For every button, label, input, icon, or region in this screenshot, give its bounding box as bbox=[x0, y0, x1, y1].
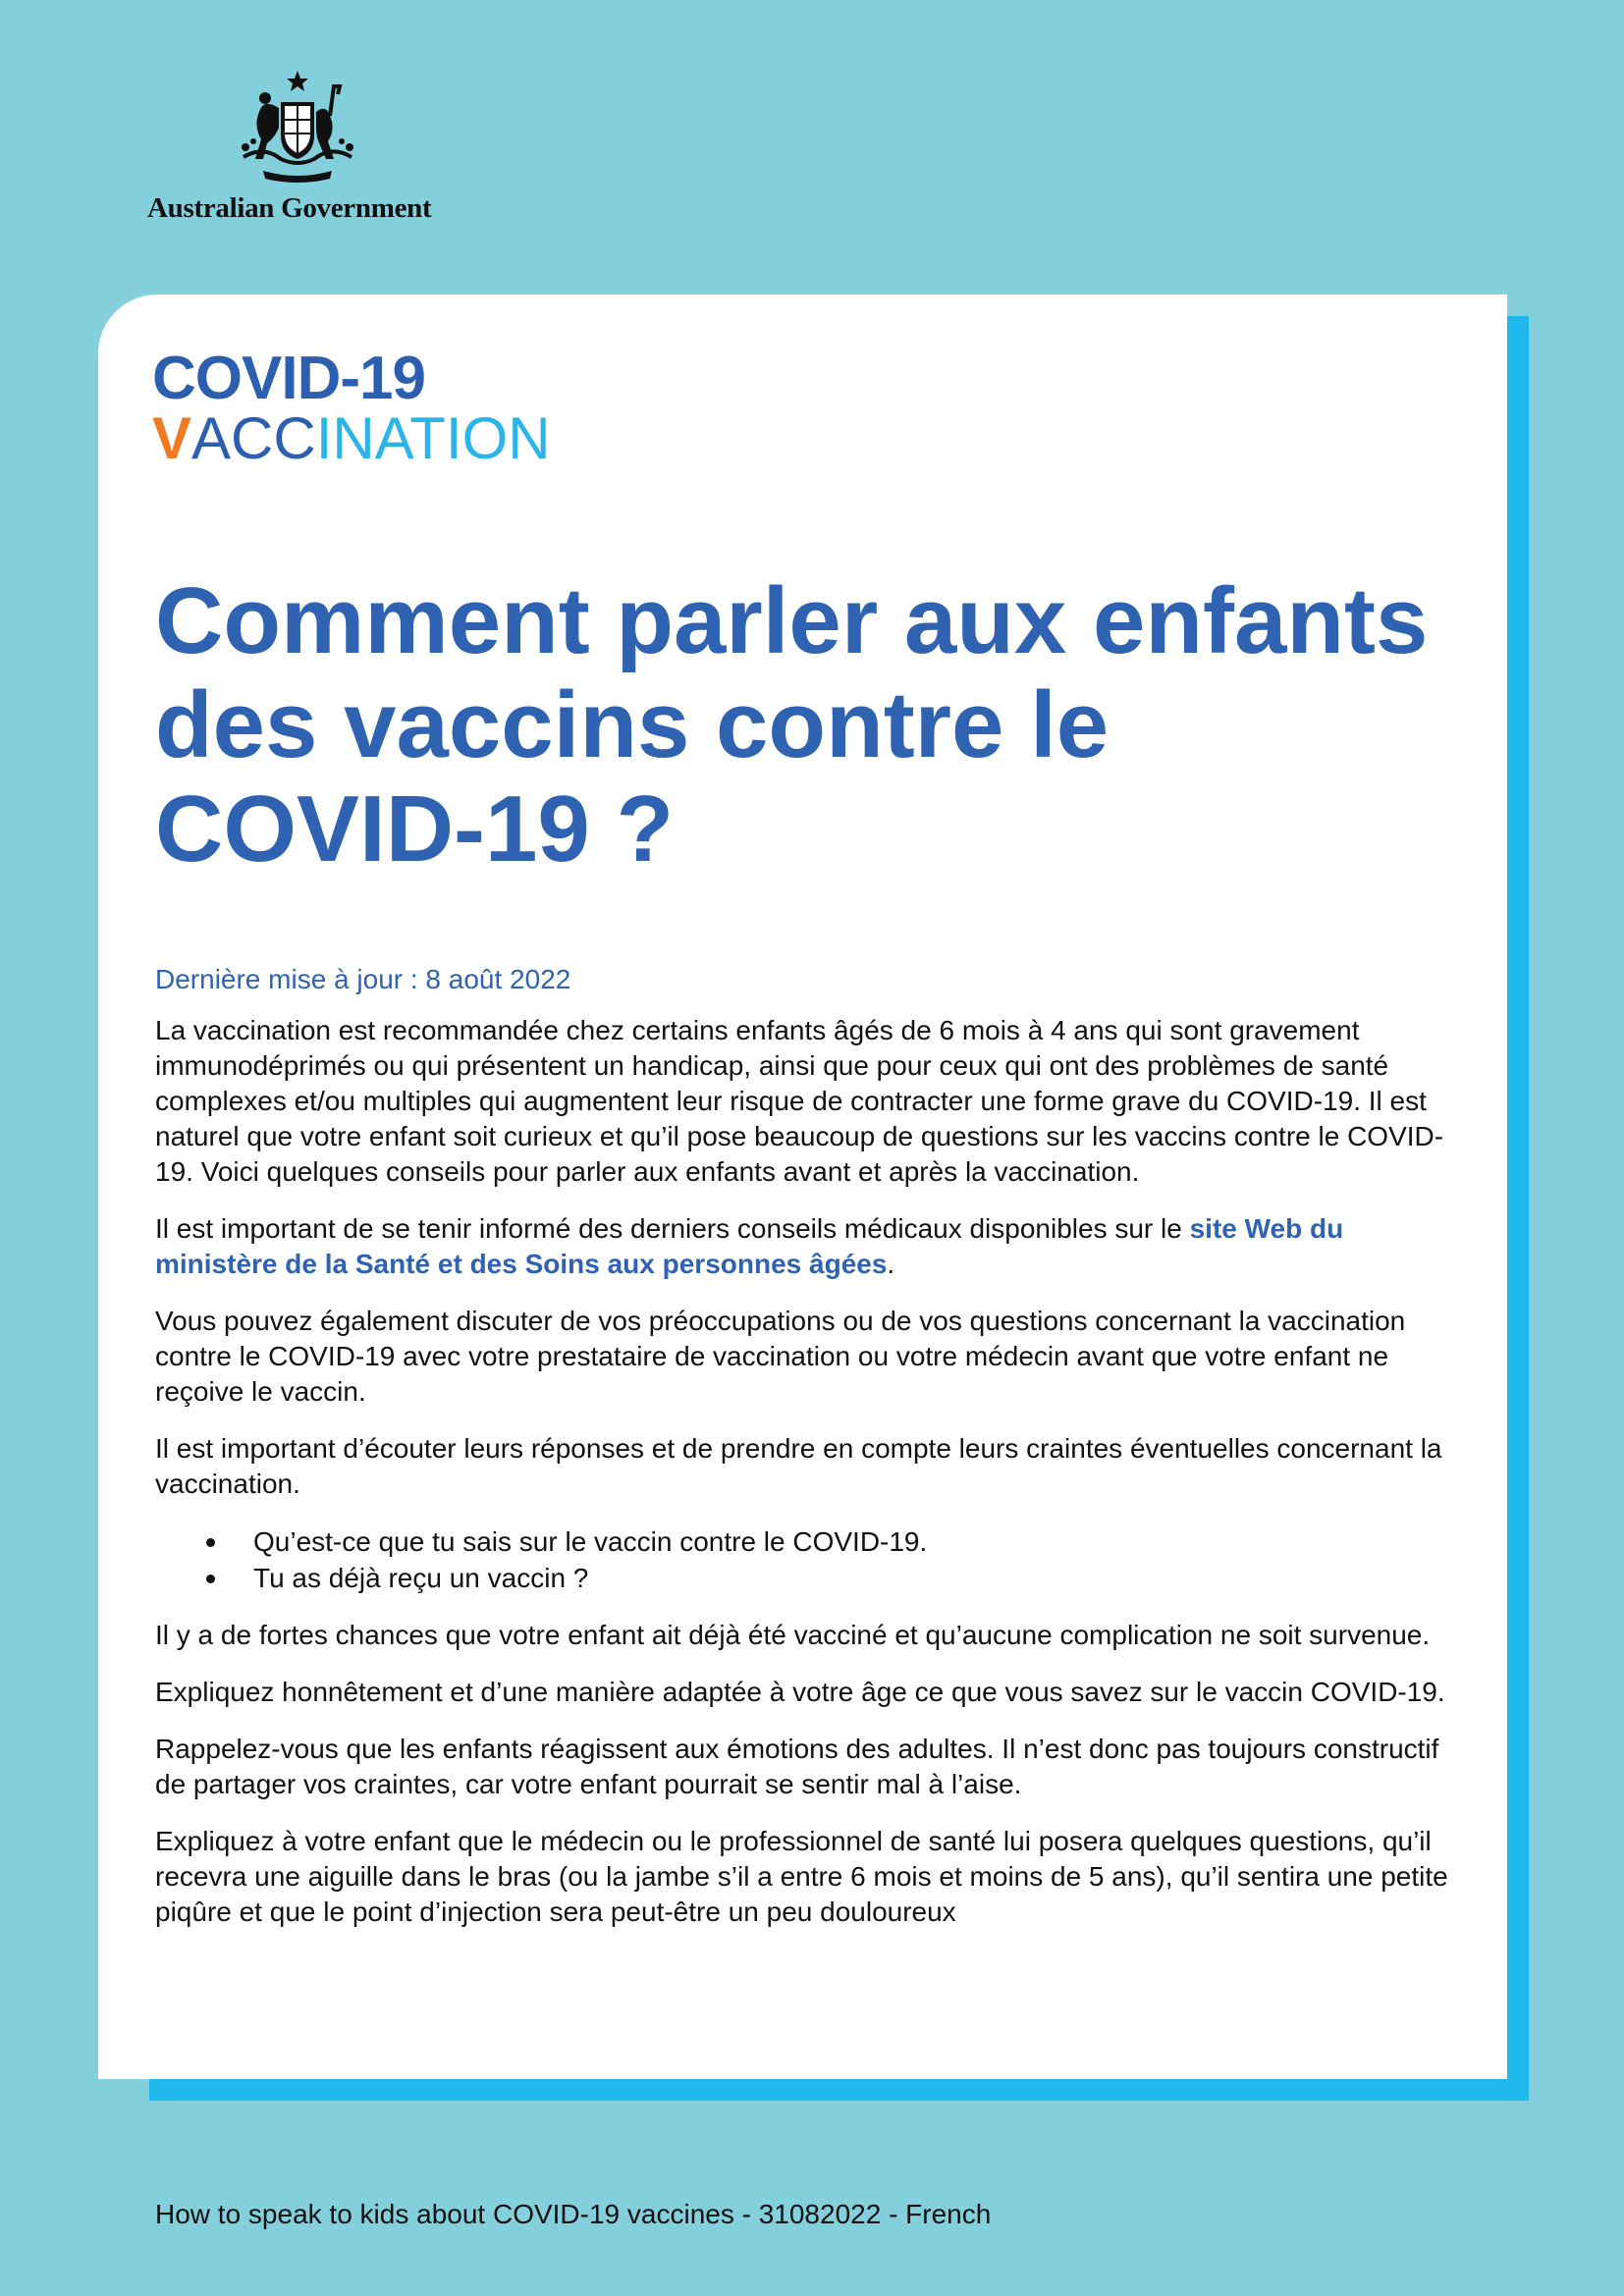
paragraph-explain: Expliquez honnêtement et d’une manière adaptée à votre âge ce que vous savez sur le vaccin COVID-19. bbox=[155, 1677, 1445, 1707]
question-list bbox=[155, 1523, 1451, 1596]
paragraph-info-text: Il est important de se tenir informé des derniers conseils médicaux disponibles sur le bbox=[155, 1213, 1190, 1244]
paragraph-procedure: Expliquez à votre enfant que le médecin ou le professionnel de santé lui posera quelques questions, qu’il recevra une aiguille dans le bras (ou la jambe s’il a entre 6 mois et moins de 5 ans), qu’il sentira une petite piqûre et que le point d’injection sera peut-être un peu douloureux bbox=[155, 1826, 1448, 1927]
government-crest bbox=[147, 69, 452, 225]
paragraph-info-end: . bbox=[887, 1249, 895, 1279]
paragraph-discuss: Vous pouvez également discuter de vos préoccupations ou de vos questions concernant la vaccination contre le COVID-19 avec votre prestataire de vaccination ou votre médecin avant que votre enfant ne reçoive le vaccin. bbox=[155, 1306, 1406, 1407]
document-body bbox=[155, 962, 1451, 1951]
logo-covid-text: COVID-19 bbox=[152, 345, 425, 412]
paragraph-emotions: Rappelez-vous que les enfants réagissent aux émotions des adultes. Il n’est donc pas toujours constructif de partager vos craintes, car votre enfant pourrait se sentir mal à l’aise. bbox=[155, 1734, 1439, 1799]
paragraph-listen: Il est important d’écouter leurs réponses et de prendre en compte leurs craintes éventuelles concernant la vaccination. bbox=[155, 1433, 1442, 1499]
list-item: Qu’est-ce que tu sais sur le vaccin contre le COVID-19. bbox=[155, 1523, 1451, 1560]
footer-text: How to speak to kids about COVID-19 vaccines - 31082022 - French bbox=[155, 2199, 992, 2229]
paragraph-intro: La vaccination est recommandée chez certains enfants âgés de 6 mois à 4 ans qui sont gravement immunodéprimés ou qui présentent un handicap, ainsi que pour ceux qui ont des problèmes de santé complexes et/ou multiples qui augmentent leur risque de contracter une forme grave du COVID-19. Il est naturel que votre enfant soit curieux et qu’il pose beaucoup de questions sur les vaccins contre le COVID-19. Voici quelques conseils pour parler aux enfants avant et après la vaccination. bbox=[155, 1015, 1444, 1187]
paragraph-chances: Il y a de fortes chances que votre enfant ait déjà été vacciné et qu’aucune complication ne soit survenue. bbox=[155, 1620, 1431, 1650]
list-item: Tu as déjà reçu un vaccin ? bbox=[155, 1560, 1451, 1596]
coat-of-arms-icon bbox=[224, 69, 371, 187]
government-name: Australian Government bbox=[147, 192, 432, 224]
content-card bbox=[98, 294, 1507, 2079]
paragraph-info bbox=[155, 1211, 1451, 1282]
health-department-link[interactable]: site Web du ministère de la Santé et des Soins aux personnes âgées bbox=[155, 1213, 1344, 1279]
logo-acc: ACC bbox=[191, 405, 316, 471]
logo-ination: INATION bbox=[315, 405, 551, 471]
logo-check-letter: V bbox=[152, 405, 192, 471]
page-title: Comment parler aux enfants des vaccins contre le COVID-19 ? bbox=[155, 568, 1429, 881]
covid-vaccination-logo bbox=[152, 345, 551, 471]
last-updated: Dernière mise à jour : 8 août 2022 bbox=[155, 964, 571, 994]
logo-vaccination-text bbox=[152, 405, 551, 471]
